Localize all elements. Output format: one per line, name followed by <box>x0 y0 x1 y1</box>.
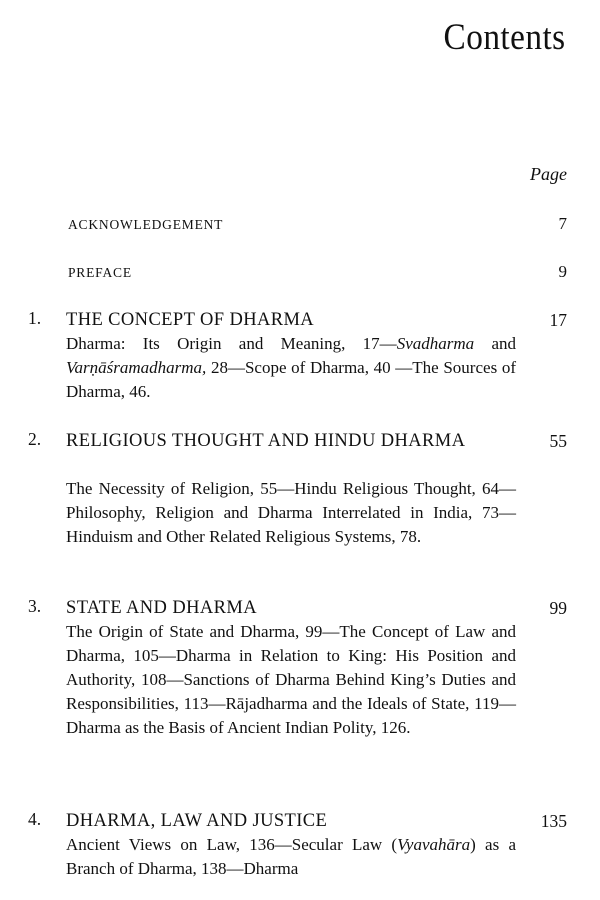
chapter-title: STATE AND DHARMA <box>66 598 257 618</box>
chapter-number: 2. <box>28 429 42 449</box>
chapter-title: DHARMA, LAW AND JUSTICE <box>66 811 328 831</box>
italic-term: Varṇāśramadharma, <box>66 358 207 377</box>
chapter-description <box>66 332 516 404</box>
page-title: Contents <box>443 17 566 58</box>
description-text: Ancient Views on Law, 136—Secular Law ( <box>66 835 398 854</box>
chapter-title: RELIGIOUS THOUGHT AND HINDU DHARMA <box>66 431 466 451</box>
chapter-page: 135 <box>540 811 567 831</box>
chapter-page: 99 <box>549 598 567 618</box>
description-text: ) as a Branch of Dharma, 138—Dharma <box>66 835 517 878</box>
description-text: Dharma: Its Origin and Meaning, 17— <box>66 334 397 353</box>
front-matter-row[interactable] <box>68 214 567 234</box>
front-matter-page: 7 <box>558 214 567 233</box>
description-text: The Necessity of Religion, 55—Hindu Religious Thought, 64—Philosophy, Religion and Dharma Interrelated in India, 73—Hinduism and Other Related Religious Systems, 78. <box>66 479 516 546</box>
chapter-page: 55 <box>549 431 567 451</box>
chapter-description <box>66 620 516 740</box>
chapter-title: THE CONCEPT OF DHARMA <box>66 310 315 330</box>
chapter-description <box>66 477 516 549</box>
chapter-number: 1. <box>28 308 42 328</box>
description-text: 28—Scope of Dharma, 40 —The Sources of Dharma, 46. <box>66 358 516 401</box>
description-text: The Origin of State and Dharma, 99—The Concept of Law and Dharma, 105—Dharma in Relation to King: His Position and Authority, 108—Sanctions of Dharma Behind King’s Duties and Responsibilities, 113—Rājadharma and the Ideals of State, 119—Dharma as the Basis of Ancient Indian Polity, 126. <box>66 622 516 737</box>
italic-term: Svadharma <box>396 334 475 353</box>
front-matter-label: PREFACE <box>68 265 132 280</box>
front-matter-label: ACKNOWLEDGEMENT <box>68 217 224 232</box>
chapter-page: 17 <box>549 310 567 330</box>
chapter-number: 4. <box>28 809 42 829</box>
description-text: and <box>474 334 517 353</box>
chapter-number: 3. <box>28 596 42 616</box>
page-column-header: Page <box>530 164 567 184</box>
front-matter-row[interactable] <box>68 262 567 282</box>
front-matter-page: 9 <box>558 262 567 281</box>
italic-term: Vyavahāra <box>397 835 471 854</box>
chapter-description <box>66 833 516 881</box>
